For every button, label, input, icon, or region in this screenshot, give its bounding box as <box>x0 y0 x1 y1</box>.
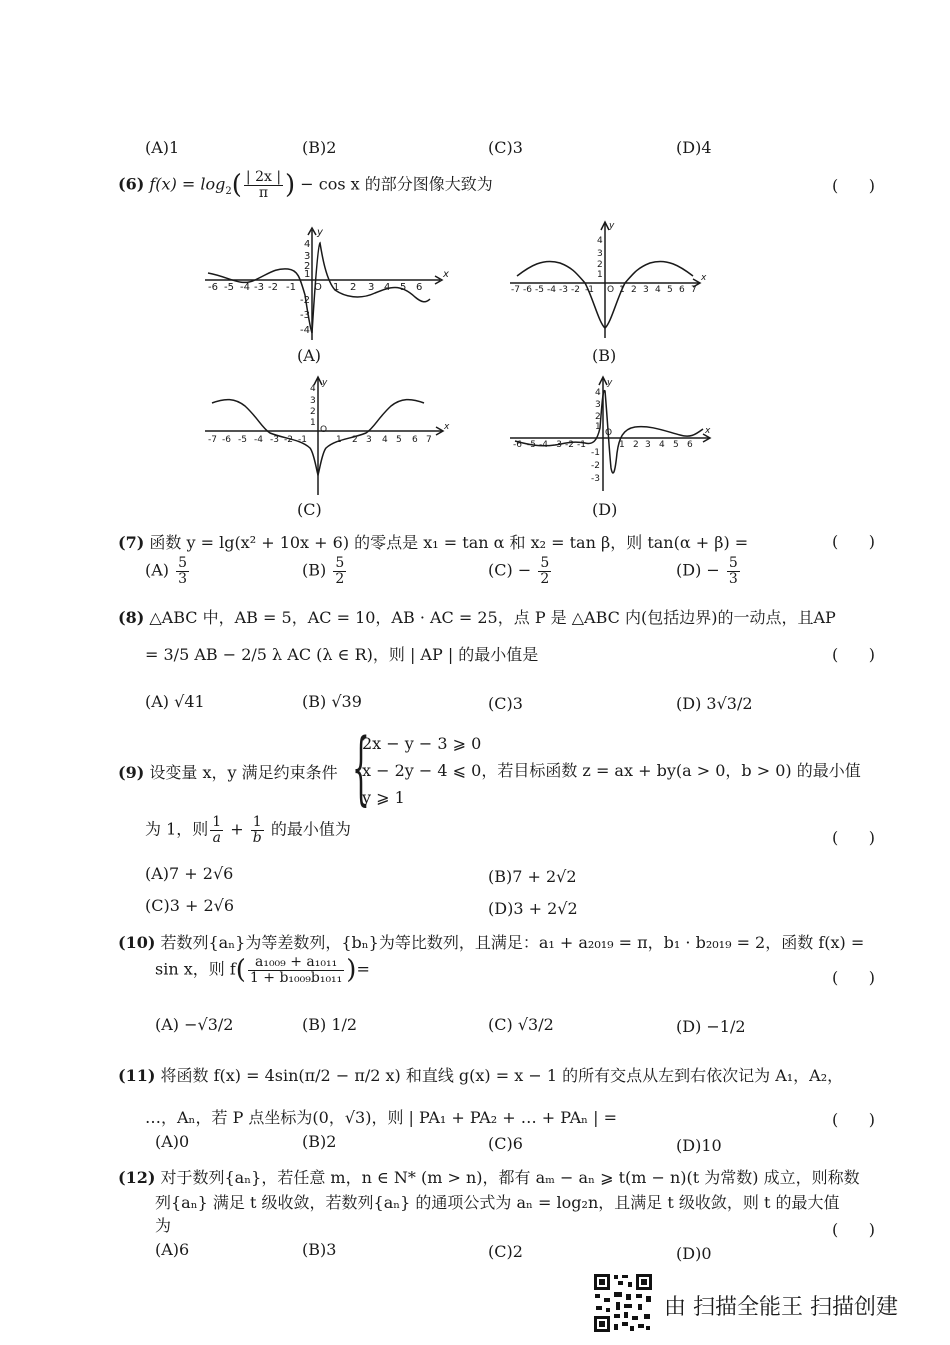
q6-graph-label-a: (A) <box>297 346 322 365</box>
q7-option-d-den: 3 <box>728 570 738 587</box>
svg-text:-7: -7 <box>208 435 217 445</box>
svg-text:1: 1 <box>619 440 625 450</box>
svg-text:x: x <box>705 426 711 436</box>
q7-question <box>118 530 748 553</box>
svg-text:1: 1 <box>595 422 601 432</box>
svg-text:2: 2 <box>633 440 639 450</box>
svg-text:1: 1 <box>333 282 340 293</box>
q7-option-a-label: (A) <box>145 560 170 580</box>
q5-option-d: (D)4 <box>676 138 712 157</box>
svg-text:O: O <box>605 428 613 438</box>
q7-option-c-label: (C) <box>488 560 513 580</box>
svg-text:1: 1 <box>304 269 311 280</box>
svg-text:-7: -7 <box>511 285 520 295</box>
svg-text:2: 2 <box>350 282 357 293</box>
svg-text:5: 5 <box>667 285 673 295</box>
q9-line2-pre: 为 1，则 <box>145 819 209 839</box>
q6-graph-b <box>505 218 705 343</box>
q7-option-d-sign: − <box>706 560 720 580</box>
qr-code-icon <box>592 1272 654 1334</box>
q7-option-b-label: (B) <box>302 560 327 580</box>
q10-option-b: (B) 1/2 <box>302 1015 358 1034</box>
q11-line1 <box>118 1063 843 1086</box>
svg-text:7: 7 <box>426 435 432 445</box>
q7-option-a-den: 3 <box>178 570 188 587</box>
svg-text:2: 2 <box>595 412 601 422</box>
q7-option-b-den: 2 <box>335 570 345 587</box>
q12-line1-text: 对于数列{aₙ}，若任意 m，n ∈ N* (m > n)，都有 aₘ − aₙ ⩾ t(m − n)(t 为常数) 成立，则称数 <box>160 1168 860 1187</box>
svg-text:-3: -3 <box>254 282 264 293</box>
q9-pre: 设变量 x，y 满足约束条件 <box>149 763 338 782</box>
svg-text:6: 6 <box>687 440 693 450</box>
svg-text:6: 6 <box>416 282 423 293</box>
svg-text:-5: -5 <box>224 282 234 293</box>
svg-text:y: y <box>609 221 615 231</box>
q11-option-b: (B)2 <box>302 1132 337 1151</box>
svg-text:4: 4 <box>655 285 661 295</box>
svg-text:1: 1 <box>310 418 316 428</box>
svg-text:x: x <box>701 273 707 283</box>
svg-text:-1: -1 <box>577 440 586 450</box>
q12-line1 <box>118 1165 860 1188</box>
q7-option-b-num: 5 <box>335 555 345 571</box>
q6-frac-den: π <box>258 184 269 201</box>
svg-text:4: 4 <box>304 239 311 250</box>
svg-text:-4: -4 <box>300 325 310 336</box>
q12-option-b: (B)3 <box>302 1240 337 1259</box>
q11-line2: …，Aₙ，若 P 点坐标为(0，√3)，则 | PA₁ + PA₂ + … + PAₙ | = <box>145 1108 618 1127</box>
q9-constraint-1: 2x − y − 3 ⩾ 0 <box>362 734 482 753</box>
svg-text:-6: -6 <box>208 282 218 293</box>
q12-number: (12) <box>118 1168 156 1187</box>
q10-option-a: (A) −√3/2 <box>155 1015 234 1034</box>
q7-option-c-den: 2 <box>540 570 550 587</box>
q8-line2: = 3/5 AB − 2/5 λ AC (λ ∈ R)，则 | AP | 的最小值是 <box>145 645 539 664</box>
q6-answer-paren: ( ) <box>832 176 875 195</box>
q8-answer-paren: ( ) <box>832 645 875 664</box>
svg-text:-3: -3 <box>591 474 600 484</box>
q8-line1 <box>118 605 836 628</box>
svg-text:4: 4 <box>595 388 601 398</box>
q11-option-d: (D)10 <box>676 1136 722 1155</box>
q10-option-c: (C) √3/2 <box>488 1015 554 1034</box>
svg-text:O: O <box>320 425 328 435</box>
q7-option-c <box>488 556 553 586</box>
q9-option-c: (C)3 + 2√6 <box>145 896 235 915</box>
q10-line1 <box>118 930 864 953</box>
svg-text:3: 3 <box>366 435 372 445</box>
q8-option-d: (D) 3√3/2 <box>676 694 753 713</box>
svg-text:2: 2 <box>304 261 311 272</box>
q8-number: (8) <box>118 608 145 627</box>
svg-text:4: 4 <box>310 384 316 394</box>
q9-constraint-3: y ⩾ 1 <box>362 788 405 807</box>
q6-fraction <box>244 170 283 200</box>
q7-option-a <box>145 556 191 586</box>
q10-frac-den: 1 + b₁₀₀₉b₁₀₁₁ <box>249 969 343 986</box>
svg-text:x: x <box>443 269 449 280</box>
svg-text:x: x <box>444 422 450 432</box>
svg-text:3: 3 <box>643 285 649 295</box>
q10-number: (10) <box>118 933 156 952</box>
svg-text:O: O <box>607 285 615 295</box>
svg-text:4: 4 <box>384 282 391 293</box>
q10-option-d: (D) −1/2 <box>676 1017 746 1036</box>
svg-text:-3: -3 <box>270 435 279 445</box>
svg-text:2: 2 <box>597 260 603 270</box>
svg-text:4: 4 <box>597 236 603 246</box>
svg-text:3: 3 <box>645 440 651 450</box>
q7-option-d-num: 5 <box>728 555 738 571</box>
q10-line1-text: 若数列{aₙ}为等差数列，{bₙ}为等比数列，且满足：a₁ + a₂₀₁₉ = π，b₁ · b₂₀₁₉ = 2，函数 f(x) = <box>160 933 865 952</box>
q12-answer-paren: ( ) <box>832 1220 875 1239</box>
q10-line2-post: = <box>356 959 370 979</box>
svg-text:-2: -2 <box>591 461 600 471</box>
svg-text:1: 1 <box>597 270 603 280</box>
q7-option-c-sign: − <box>517 560 532 580</box>
svg-text:4: 4 <box>382 435 388 445</box>
svg-text:6: 6 <box>679 285 685 295</box>
q9-question <box>118 760 338 783</box>
q6-log-base: 2 <box>225 185 232 197</box>
q5-option-c: (C)3 <box>488 138 523 157</box>
svg-text:-2: -2 <box>268 282 278 293</box>
q7-option-d-label: (D) <box>676 560 702 580</box>
svg-text:y: y <box>607 378 613 388</box>
q8-option-b: (B) √39 <box>302 692 362 711</box>
svg-text:3: 3 <box>310 396 316 406</box>
svg-text:-1: -1 <box>286 282 296 293</box>
q12-line3: 为 <box>155 1216 172 1235</box>
svg-text:3: 3 <box>595 400 601 410</box>
q10-frac-num: a₁₀₀₉ + a₁₀₁₁ <box>248 955 344 971</box>
q7-option-d <box>676 556 742 586</box>
svg-text:y: y <box>317 227 323 238</box>
q7-answer-paren: ( ) <box>832 532 875 551</box>
q11-number: (11) <box>118 1066 156 1085</box>
q6-graph-label-d: (D) <box>592 500 618 519</box>
q6-graph-label-c: (C) <box>297 500 322 519</box>
q7-number: (7) <box>118 533 145 552</box>
svg-text:-3: -3 <box>553 440 562 450</box>
scanner-watermark: 由 扫描全能王 扫描创建 <box>664 1295 898 1320</box>
svg-text:-4: -4 <box>240 282 250 293</box>
q5-option-b: (B)2 <box>302 138 337 157</box>
q6-graph-a <box>200 225 450 345</box>
q6-number: (6) <box>118 174 145 194</box>
svg-text:-2: -2 <box>284 435 293 445</box>
svg-text:-6: -6 <box>513 440 522 450</box>
q10-line2: sin x，则 f( $\frac{\text{a₁₀₀₉ + a₁₀₁₁}}{\text{1 + b₁₀₀₉b₁₀₁₁}}$ )= <box>155 954 370 986</box>
svg-text:3: 3 <box>597 249 603 259</box>
q9-line2: 为 1，则 $\frac{1}{a}$ + $\frac{1}{b}$ 的最小值为 <box>145 814 351 846</box>
q11-option-a: (A)0 <box>155 1132 190 1151</box>
svg-text:-3: -3 <box>300 310 310 321</box>
svg-text:5: 5 <box>673 440 679 450</box>
q9-constraint-2: x − 2y − 4 ⩽ 0，若目标函数 z = ax + by(a > 0，b > 0) 的最小值 <box>362 761 861 780</box>
q10-answer-paren: ( ) <box>832 968 875 987</box>
q12-option-a: (A)6 <box>155 1240 190 1259</box>
svg-text:-5: -5 <box>527 440 536 450</box>
q9-answer-paren: ( ) <box>832 828 875 847</box>
svg-text:2: 2 <box>631 285 637 295</box>
svg-text:7: 7 <box>691 285 697 295</box>
q9-line2-post: 的最小值为 <box>270 819 351 839</box>
q7-option-a-num: 5 <box>178 555 188 571</box>
q9-brace: { <box>352 721 370 814</box>
svg-text:-4: -4 <box>539 440 548 450</box>
q6-question: (6) $f(x) = \log_2$( $\frac{| 2x |}{\pi}$ ) − cos x 的部分图像大致为 <box>118 169 493 201</box>
svg-text:-1: -1 <box>298 435 307 445</box>
svg-text:1: 1 <box>336 435 342 445</box>
svg-text:-2: -2 <box>300 295 310 306</box>
svg-text:-6: -6 <box>222 435 231 445</box>
q11-line1-text: 将函数 f(x) = 4sin(π/2 − π/2 x) 和直线 g(x) = x − 1 的所有交点从左到右依次记为 A₁，A₂， <box>160 1066 844 1085</box>
q6-graph-label-b: (B) <box>592 346 617 365</box>
svg-text:-2: -2 <box>565 440 574 450</box>
q7-option-c-num: 5 <box>540 555 550 571</box>
q6-frac-num: | 2x | <box>245 169 282 185</box>
q9-number: (9) <box>118 763 145 782</box>
q6-text-post: − cos x 的部分图像大致为 <box>300 174 493 194</box>
svg-text:3: 3 <box>368 282 375 293</box>
q5-option-a: (A)1 <box>145 138 180 157</box>
q8-option-a: (A) √41 <box>145 692 205 711</box>
q9-constraints <box>362 730 861 811</box>
q9-option-a: (A)7 + 2√6 <box>145 864 234 883</box>
q8-option-c: (C)3 <box>488 694 523 713</box>
q6-text-pre: f(x) = log <box>149 174 226 194</box>
q7-option-b <box>302 556 348 586</box>
svg-text:-5: -5 <box>238 435 247 445</box>
q10-line2-pre: sin x，则 f <box>155 959 236 979</box>
svg-text:5: 5 <box>400 282 407 293</box>
svg-text:4: 4 <box>659 440 665 450</box>
q9-option-d: (D)3 + 2√2 <box>488 899 578 918</box>
q12-option-d: (D)0 <box>676 1244 712 1263</box>
q12-line2: 列{aₙ} 满足 t 级收敛，若数列{aₙ} 的通项公式为 aₙ = log₂n，且满足 t 级收敛，则 t 的最大值 <box>155 1193 840 1212</box>
svg-text:-1: -1 <box>591 448 600 458</box>
svg-text:6: 6 <box>412 435 418 445</box>
q8-line1-text: △ABC 中，AB = 5，AC = 10，AB · AC = 25，点 P 是 △ABC 内(包括边界)的一动点，且AP <box>149 608 836 627</box>
svg-text:-4: -4 <box>254 435 263 445</box>
svg-text:-1: -1 <box>585 285 594 295</box>
svg-text:-4: -4 <box>547 285 556 295</box>
q11-option-c: (C)6 <box>488 1134 523 1153</box>
q12-option-c: (C)2 <box>488 1242 523 1261</box>
svg-text:-5: -5 <box>535 285 544 295</box>
svg-text:2: 2 <box>310 407 316 417</box>
svg-text:-3: -3 <box>559 285 568 295</box>
svg-text:3: 3 <box>304 251 311 262</box>
svg-text:-6: -6 <box>523 285 532 295</box>
svg-text:O: O <box>314 282 322 293</box>
q6-graph-c <box>200 373 450 498</box>
svg-text:-2: -2 <box>571 285 580 295</box>
svg-text:y: y <box>322 378 328 388</box>
svg-text:5: 5 <box>396 435 402 445</box>
q9-option-b: (B)7 + 2√2 <box>488 867 577 886</box>
q6-graph-d <box>505 373 720 493</box>
q7-text: 函数 y = lg(x² + 10x + 6) 的零点是 x₁ = tan α 和 x₂ = tan β，则 tan(α + β) = <box>149 533 749 552</box>
svg-text:2: 2 <box>352 435 358 445</box>
q11-answer-paren: ( ) <box>832 1110 875 1129</box>
svg-text:1: 1 <box>619 285 625 295</box>
